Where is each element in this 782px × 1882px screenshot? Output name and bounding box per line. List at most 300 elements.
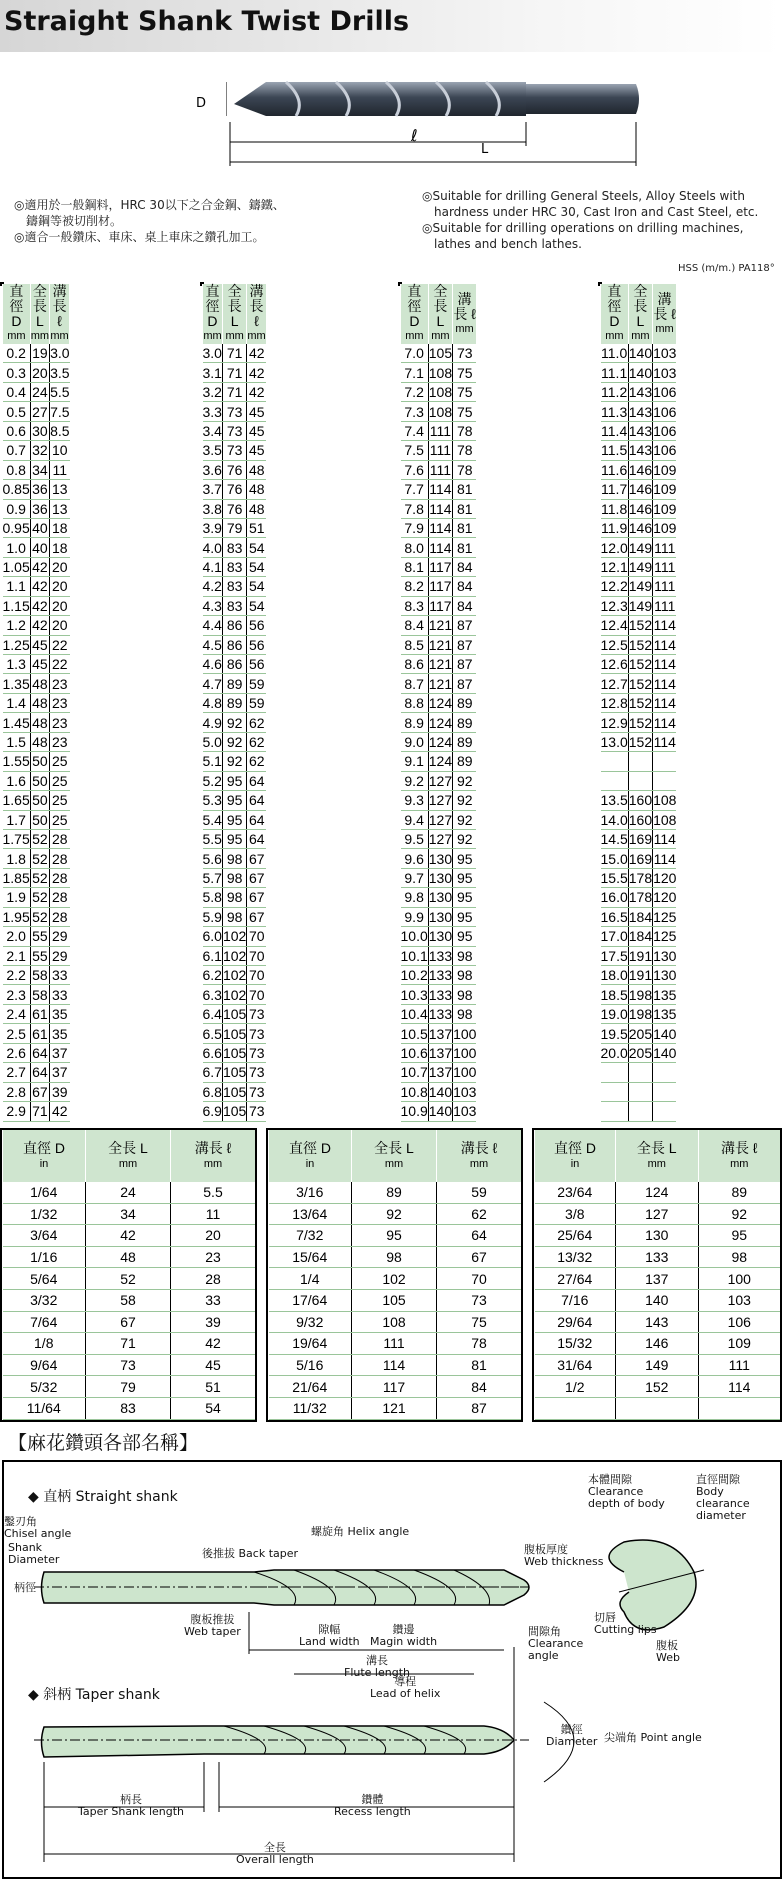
- table-cell: 10.6: [400, 1044, 428, 1061]
- table-cell: 89: [453, 713, 477, 732]
- table-cell: 98: [222, 907, 246, 926]
- table-cell: 71: [222, 344, 246, 363]
- table-cell: 111: [654, 578, 676, 595]
- table-cell: 11.2: [601, 384, 628, 401]
- table-cell: 109: [653, 500, 677, 517]
- table-cell: 9.6: [401, 849, 429, 868]
- table-cell: 111: [654, 559, 676, 576]
- table-row: [401, 1043, 477, 1062]
- table-cell: 106: [698, 1311, 780, 1333]
- notes-zh: [14, 197, 285, 245]
- column-header-unit: mm: [469, 1158, 489, 1170]
- column-header: [3, 1130, 86, 1182]
- table-cell: 205: [628, 1044, 653, 1061]
- table-cell: 95: [453, 907, 477, 926]
- table-cell: 29: [50, 927, 70, 946]
- table-cell: 111: [429, 422, 452, 439]
- table-cell: 67: [32, 1083, 48, 1100]
- table-cell: 64: [247, 829, 266, 848]
- label-line: Clearance: [528, 1637, 584, 1650]
- table-cell: 39: [50, 1082, 70, 1101]
- mm-data-table: [600, 284, 677, 1122]
- label-line: Flute length: [344, 1666, 410, 1679]
- table-cell: 114: [653, 617, 676, 634]
- table-cell: 1.25: [2, 636, 30, 653]
- hss-note: HSS (m/m.) PA118°: [678, 263, 775, 274]
- table-cell: 98: [453, 985, 477, 1004]
- table-row: [535, 1225, 781, 1247]
- table-cell: [653, 1102, 677, 1121]
- table-row: [203, 577, 267, 596]
- table-cell: 48: [247, 460, 266, 479]
- table-cell: 9.3: [401, 791, 429, 810]
- table-row: [269, 1397, 522, 1419]
- mm-table-2: [200, 282, 266, 1120]
- table-cell: 64: [437, 1225, 522, 1247]
- table-cell: 45: [247, 421, 266, 440]
- table-cell: 127: [428, 792, 453, 809]
- table-cell: 11.9: [601, 520, 628, 537]
- table-row: [3, 713, 70, 732]
- table-cell: 149: [628, 578, 653, 595]
- table-cell: 146: [628, 481, 653, 498]
- table-row: [3, 693, 70, 712]
- table-cell: 130: [428, 870, 453, 887]
- in-data-table: [268, 1130, 521, 1420]
- table-row: [203, 596, 267, 615]
- table-cell: 78: [453, 421, 477, 440]
- table-row: [601, 907, 677, 926]
- table-row: [601, 402, 677, 421]
- table-cell: 67: [247, 888, 266, 907]
- table-cell: 95: [698, 1225, 780, 1247]
- table-cell: 20: [32, 364, 48, 381]
- table-cell: 73: [453, 344, 477, 363]
- table-cell: 36: [32, 500, 48, 517]
- table-cell: [535, 1397, 616, 1419]
- table-cell: 4.6: [202, 656, 222, 673]
- table-cell: 1.5: [3, 732, 31, 751]
- table-cell: 109: [698, 1333, 780, 1355]
- table-cell: 64: [32, 1064, 48, 1081]
- table-cell: 5/16: [269, 1354, 352, 1376]
- table-cell: 25: [50, 771, 70, 790]
- table-cell: 54: [247, 596, 266, 615]
- table-cell: 18.5: [600, 986, 628, 1003]
- label-line: 腹板厚度: [524, 1543, 568, 1556]
- column-header-label: 直徑 D: [205, 283, 220, 329]
- table-row: [269, 1354, 522, 1376]
- table-row: [601, 1102, 677, 1121]
- table-row: [601, 674, 677, 693]
- mm-data-table: [202, 284, 267, 1122]
- column-header: [269, 1130, 352, 1182]
- table-row: [3, 1354, 256, 1376]
- table-cell: 56: [247, 655, 266, 674]
- table-cell: 35: [50, 1024, 70, 1043]
- table-cell: 10.9: [400, 1103, 428, 1120]
- table-cell: 103: [453, 1083, 477, 1100]
- table-cell: 19/64: [269, 1333, 352, 1355]
- table-cell: 3.9: [202, 520, 222, 537]
- table-cell: 45: [32, 656, 48, 673]
- column-header-label: 全長 L: [374, 1140, 414, 1156]
- table-cell: 54: [171, 1397, 256, 1419]
- table-cell: 78: [453, 460, 477, 479]
- table-row: [3, 1182, 256, 1203]
- label-d: D: [196, 96, 207, 111]
- back-taper-label: 後推拔 Back taper: [202, 1547, 299, 1560]
- table-cell: 191: [628, 967, 653, 984]
- label-line: 腹板推拔: [190, 1613, 235, 1626]
- table-cell: 4.5: [202, 636, 222, 653]
- table-row: [203, 363, 267, 382]
- table-cell: 98: [222, 868, 246, 887]
- table-cell: 23: [50, 732, 70, 751]
- table-row: [535, 1203, 781, 1225]
- table-cell: 12.4: [600, 617, 628, 634]
- table-row: [401, 538, 477, 557]
- table-cell: 19.5: [600, 1025, 628, 1042]
- table-row: [269, 1182, 522, 1203]
- table-cell: 61: [32, 1025, 48, 1042]
- column-header: [601, 284, 629, 344]
- table-cell: 73: [86, 1354, 171, 1376]
- table-cell: 6.8: [202, 1083, 222, 1100]
- label-overall-length: L: [481, 142, 489, 157]
- column-header: [86, 1130, 171, 1182]
- table-cell: 50: [32, 792, 48, 809]
- table-row: [203, 635, 267, 654]
- table-cell: 117: [429, 578, 452, 595]
- page-title: Straight Shank Twist Drills: [4, 6, 410, 37]
- table-row: [535, 1376, 781, 1398]
- table-cell: 89: [453, 693, 477, 712]
- table-cell: 205: [628, 1025, 653, 1042]
- table-row: [203, 713, 267, 732]
- table-cell: 124: [428, 695, 453, 712]
- table-cell: 73: [247, 1063, 266, 1082]
- table-cell: 7.0: [401, 344, 429, 363]
- table-cell: 127: [428, 811, 453, 828]
- column-header: [698, 1130, 780, 1182]
- table-cell: 149: [628, 597, 653, 614]
- table-cell: 2.2: [3, 966, 31, 985]
- table-cell: 84: [453, 557, 477, 576]
- table-row: [3, 1082, 70, 1101]
- table-cell: 103: [653, 364, 677, 381]
- table-cell: 5/64: [3, 1268, 86, 1290]
- table-cell: 152: [628, 733, 653, 750]
- label-line: diameter: [696, 1509, 746, 1522]
- table-row: [601, 946, 677, 965]
- table-cell: 105: [352, 1289, 437, 1311]
- table-cell: 108: [352, 1311, 437, 1333]
- table-row: [401, 499, 477, 518]
- table-cell: 3.7: [202, 481, 222, 498]
- table-row: [601, 1043, 677, 1062]
- table-cell: 140: [616, 1289, 698, 1311]
- table-cell: 92: [453, 771, 477, 790]
- table-cell: 160: [628, 792, 653, 809]
- table-cell: 7/32: [269, 1225, 352, 1247]
- table-cell: 152: [628, 656, 653, 673]
- table-cell: 127: [428, 772, 453, 789]
- column-header: [616, 1130, 698, 1182]
- table-cell: 12.7: [600, 675, 628, 692]
- table-row: [601, 927, 677, 946]
- table-row: [601, 480, 677, 499]
- column-header-label: 溝長 ℓ: [453, 290, 476, 322]
- table-cell: 42: [32, 578, 48, 595]
- column-header-unit: mm: [7, 330, 26, 342]
- table-cell: 95: [453, 849, 477, 868]
- table-cell: 95: [222, 791, 246, 810]
- table-cell: [601, 752, 629, 771]
- table-row: [401, 752, 477, 771]
- table-cell: 1/2: [535, 1376, 616, 1398]
- table-cell: 10.7: [400, 1064, 428, 1081]
- table-cell: 7.3: [401, 402, 429, 421]
- table-row: [3, 460, 70, 479]
- table-cell: 11.6: [601, 461, 628, 478]
- label-line: Lead of helix: [370, 1687, 441, 1700]
- table-cell: 18.0: [600, 967, 628, 984]
- column-header-label: 全長 L: [433, 283, 448, 329]
- table-row: [203, 829, 267, 848]
- label-line: 全長: [263, 1841, 286, 1854]
- column-header-label: 全長 L: [108, 1140, 148, 1156]
- table-cell: 33: [50, 985, 70, 1004]
- table-row: [3, 791, 70, 810]
- table-cell: 98: [453, 966, 477, 985]
- table-cell: 108: [428, 364, 453, 381]
- table-row: [401, 518, 477, 537]
- table-cell: 11.4: [601, 422, 628, 439]
- table-cell: 169: [628, 831, 653, 848]
- label-line: 導程: [394, 1675, 417, 1688]
- table-row: [601, 752, 677, 771]
- table-cell: 73: [222, 402, 246, 421]
- table-cell: 14.0: [600, 811, 628, 828]
- table-row: [3, 441, 70, 460]
- table-cell: 184: [628, 928, 653, 945]
- column-header-unit: mm: [203, 1158, 223, 1170]
- table-cell: 1.2: [3, 616, 31, 635]
- table-cell: 36: [32, 481, 48, 498]
- table-cell: 9.5: [401, 829, 429, 848]
- land-width-label: [299, 1624, 360, 1648]
- table-cell: 20: [50, 596, 70, 615]
- table-cell: 106: [653, 403, 677, 420]
- table-cell: 0.2: [3, 344, 31, 363]
- table-row: [3, 363, 70, 382]
- table-row: [203, 538, 267, 557]
- table-cell: 106: [653, 442, 677, 459]
- table-cell: 117: [429, 597, 452, 614]
- table-cell: 89: [698, 1182, 780, 1203]
- table-cell: 8.9: [401, 713, 429, 732]
- table-cell: 3/32: [3, 1289, 86, 1311]
- table-cell: 20: [50, 557, 70, 576]
- table-cell: [698, 1397, 780, 1419]
- table-cell: 87: [453, 655, 477, 674]
- table-cell: 100: [453, 1044, 477, 1061]
- table-cell: 1/4: [269, 1268, 352, 1290]
- table-cell: 23: [50, 693, 70, 712]
- table-cell: 8.2: [401, 577, 429, 596]
- table-cell: [601, 1063, 629, 1082]
- column-header: [171, 1130, 256, 1182]
- table-cell: [601, 1102, 629, 1121]
- table-cell: [628, 752, 652, 771]
- table-cell: 108: [428, 384, 453, 401]
- column-header-label: 直徑 D: [23, 1140, 65, 1156]
- table-cell: 114: [352, 1354, 437, 1376]
- table-cell: 4.1: [202, 559, 222, 576]
- table-cell: 87: [453, 635, 477, 654]
- note-en-line: hardness under HRC 30, Cast Iron and Cast Steel, etc.: [434, 205, 759, 219]
- table-cell: 92: [453, 829, 477, 848]
- table-cell: 37: [50, 1063, 70, 1082]
- table-cell: 4.3: [202, 597, 222, 614]
- table-cell: 146: [628, 500, 653, 517]
- table-cell: 3.5: [202, 442, 222, 459]
- table-row: [401, 344, 477, 363]
- table-cell: 121: [352, 1397, 437, 1419]
- table-row: [401, 1102, 477, 1121]
- table-cell: 9.7: [401, 868, 429, 887]
- table-cell: 2.8: [3, 1082, 31, 1101]
- table-cell: 143: [616, 1311, 698, 1333]
- table-row: [3, 480, 70, 499]
- table-cell: 121: [428, 656, 453, 673]
- table-cell: 62: [247, 752, 266, 771]
- table-cell: [628, 1102, 652, 1121]
- table-row: [3, 382, 70, 401]
- web-label: [656, 1640, 680, 1664]
- label-line: 溝長: [366, 1654, 388, 1667]
- table-cell: 1.35: [2, 675, 30, 692]
- column-header-label: 全長 L: [227, 283, 242, 329]
- table-cell: 67: [247, 868, 266, 887]
- table-cell: 1.75: [2, 831, 30, 848]
- table-cell: 15.0: [600, 850, 628, 867]
- table-cell: 9.0: [401, 732, 429, 751]
- table-cell: 42: [247, 382, 266, 401]
- table-cell: 0.95: [2, 520, 30, 537]
- table-row: [203, 441, 267, 460]
- table-cell: 2.0: [3, 927, 31, 946]
- table-row: [401, 577, 477, 596]
- table-cell: [653, 1082, 677, 1101]
- table-cell: 109: [653, 481, 677, 498]
- table-row: [203, 557, 267, 576]
- table-header-row: [269, 1130, 522, 1182]
- table-cell: 15/64: [269, 1246, 352, 1268]
- table-row: [269, 1311, 522, 1333]
- table-row: [401, 1004, 477, 1023]
- table-row: [203, 985, 267, 1004]
- table-cell: 114: [653, 831, 676, 848]
- table-cell: 15/32: [535, 1333, 616, 1355]
- table-row: [3, 655, 70, 674]
- table-row: [601, 1063, 677, 1082]
- table-row: [401, 421, 477, 440]
- table-cell: 3/16: [269, 1182, 352, 1203]
- table-row: [601, 1024, 677, 1043]
- table-cell: 114: [429, 539, 452, 556]
- table-cell: 50: [32, 772, 48, 789]
- drill-parts-diagram: [2, 1460, 782, 1879]
- table-cell: 73: [222, 421, 246, 440]
- table-row: [601, 791, 677, 810]
- label-line: 直徑間隙: [696, 1473, 740, 1486]
- table-cell: 95: [352, 1225, 437, 1247]
- table-row: [401, 868, 477, 887]
- table-row: [269, 1289, 522, 1311]
- body-clearance-dia-label: [696, 1474, 780, 1522]
- table-row: [3, 1246, 256, 1268]
- table-cell: 5.9: [202, 908, 222, 925]
- table-cell: 92: [352, 1203, 437, 1225]
- table-cell: 6.1: [202, 947, 222, 964]
- table-cell: 1/8: [3, 1333, 86, 1355]
- table-cell: 28: [50, 888, 70, 907]
- table-cell: 54: [247, 577, 266, 596]
- table-cell: 117: [352, 1376, 437, 1398]
- table-cell: 22: [50, 655, 70, 674]
- column-header-unit: mm: [455, 322, 474, 335]
- column-header-label: 溝長 ℓ: [653, 290, 676, 322]
- table-cell: 120: [653, 889, 677, 906]
- table-cell: 143: [628, 442, 653, 459]
- taper-shank-length-label: [78, 1794, 184, 1818]
- table-cell: 10: [50, 441, 70, 460]
- table-cell: 98: [698, 1246, 780, 1268]
- table-cell: 137: [428, 1025, 453, 1042]
- table-cell: 130: [428, 850, 453, 867]
- label-line: Overall length: [236, 1853, 314, 1866]
- table-cell: 92: [453, 791, 477, 810]
- table-cell: 140: [428, 1103, 453, 1120]
- table-cell: 143: [628, 384, 653, 401]
- table-row: [3, 635, 70, 654]
- table-row: [401, 829, 477, 848]
- diagram-title: 【麻花鑽頭各部名稱】: [8, 1432, 199, 1454]
- label-line: Diameter: [8, 1553, 60, 1566]
- column-header: [401, 284, 429, 344]
- table-cell: 117: [429, 559, 452, 576]
- table-row: [3, 674, 70, 693]
- table-cell: 198: [628, 986, 653, 1003]
- table-cell: 11.1: [601, 364, 628, 381]
- helix-angle-label: 螺旋角 Helix angle: [311, 1525, 410, 1538]
- table-cell: 4.0: [202, 539, 222, 556]
- table-cell: 103: [698, 1289, 780, 1311]
- note-en-line: lathes and bench lathes.: [434, 237, 582, 251]
- table-row: [401, 888, 477, 907]
- table-row: [601, 732, 677, 751]
- table-cell: 67: [437, 1246, 522, 1268]
- label-line: 隙幅: [318, 1623, 341, 1636]
- point-angle-label: 尖端角 Point angle: [604, 1731, 702, 1744]
- table-row: [203, 732, 267, 751]
- table-cell: 3.2: [202, 384, 222, 401]
- table-cell: 89: [453, 752, 477, 771]
- table-cell: [616, 1397, 698, 1419]
- table-row: [535, 1289, 781, 1311]
